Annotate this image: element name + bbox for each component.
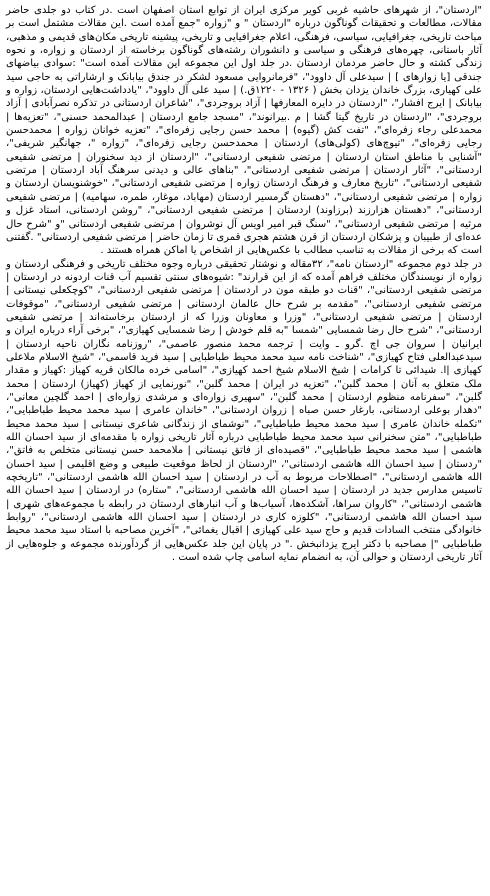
paragraph-volume-one: "اردستان"، از شهرهای حاشیه غربی کویر مرکزی ایران از توابع استان اصفهان است .در کتاب دو جلدی حاضر مقالات، مطالعات و تحقیقات گوناگون درباره "اردستان " و "زواره "جمع آمده است .این مقالات مشتمل است بر مباحث تاریخی، جغرافیایی، سیاسی، فرهنگی، اعلام جغرافیایی و تاریخی، پیشینه تاریخی مکان‌های قدیمی و مذهبی، آثار باستانی، چهره‌های فرهنگی و سیاسی و دانشوران رشته‌های گوناگون برخاسته از اردستان و زواره، و نحوه زندگی کشته و حال حاضر مردمان اردستان .در جلد اول این مجموعه این مقالات آمده است" :سوادی بیاضهای جندقی [یا زوارهای ] | سیدعلی آل داوود"، "فرمانروایی مسعود لشکر در جندق بیابانک و ارشاراتی به حاجی سید علی کهیاری، بزرگ خاندان یزدان بخش ( ۱۳۲۶ - ۱۲۲۰ق.) | سید علی آل داوود"، "یادداشت‌هایی اردستان، زواره و بیابانک | ایرج افشار"، "اردستان در دایره المعارفها | آزاد بروجردی"، "شاعران اردستانی در تذکره نصرآبادی | آزاد بروجردی"، "اردستان در تاریخ گیتا گشا | م .بیرانوند"، "مسجد جامع اردستان | عبدالمحمد حسنی"، "تعزیه‌ها | محمدعلی رجاء زفره‌ای"، "تفت کش (گیوه) | محمد حسن رجایی زفره‌ای"، "تعزیه خوانان زواره | محمدحسن رجایی زفره‌ای"، "تیوچ‌های (کولی‌های) اردستان | محمدحسن رجایی زفره‌ای"، "زواره "، جهانگیر شریفی"، "آشنایی با مناطق استان اردستان | مرتضی شفیعی اردستانی"، "اردستان از دید سخنوران | مرتضی شفیعی اردستانی"، "آثار اردستان | مرتضی شفیعی اردستانی"، "بناهای عالی و دیدنی سرهنگ آباد اردستان | مرتضی شفیعی اردستانی"، "تاریخ معارف و فرهنگ اردستان زواره | مرتضی شفیعی اردستانی"، "خوشنویسان اردستان و زواره | مرتضی شفیعی اردستانی"، "دهستان گرمسیر اردستان (مهاباد، موغار، طمره، سهامیه) | مرتضی شفیعی اردستانی"، "دهستان هزارزند (برزاوند) اردستان | مرتضی شفیعی اردستانی"، "روشن اردستانی، استاد غزل و مرثیه | مرتضی شفیعی اردستانی"، "سنگ قبر امیر اویس آل نوشروان | مرتضی شفیعی اردستانی "و "شرح حال عده‌ای از طبیبان و پزشکان اردستان از قرن هشتم هجری قمری تا زمان حاضر | مرتضی شفیعی اردستانی" .گفتنی است که برخی از مقالات به تناسب مطالب با عکس‌هایی از اشخاص یا اماکن همراه هستند . (6, 5, 483, 257)
paragraph-volume-two: در جلد دوم مجموعه "اردستان نامه"، ۳۲مقاله و نوشتار تحقیقی درباره وجوه مختلف تاریخی و فرهنگی اردستان و زواره از نویسندگان مختلف فراهم آمده که از این قرارند" :شیوه‌های سنتی تقسیم آب قنات اردونه در اردستان | مرتضی شفیعی اردستانی"، "قنات دو طبقه مون در اردستان | مرتضی شفیعی اردستانی"، "کوچکعلی نیستانی | مرتضی شفیعی اردستانی"، "مقدمه بر شرح حال عالمان اردستانی | مرتضی شفیعی اردستانی"، "موقوفات اردستان | مرتضی شفیعی اردستانی"، "وزرا و معاونان وزرا که از اردستان برخاسته‌اند | مرتضی شفیعی اردستانی"، "شرح حال رضا شمسایی "شمسا "به قلم خودش | رضا شمسایی کهیازی"، "برخی آراء درباره ایران و ایرانیان | سروان جی اچ .گرو ـ وایت | ترجمه محمد منصور عاصمی"، "روزنامه نگاران ناحیه اردستان | سیدعبدالعلی فتاح کهیازی"، "شناخت نامه سید محمد محیط طباطبایی | سید فرید قاسمی"، "شیخ الاسلام ملاعلی کهیازی |ا. شیدائی تا کرامات | شیخ الاسلام شیخ احمد کهیازی"، "اسامی خرده مالکان قریه کهیاز :کهیاز و مقدار ملک متعلق به آنان | محمد گلبن"، "تعزیه در ایران | محمد گلبن"، "نورنمایی از کهیاز (کهیاز) اردستان | محمد گلبن"، "سفرنامه منظوم اردستان | محمد گلبن"، "سهیری زواره‌ای و مرشدی زواره‌ای | احمد گلچین معانی"، "دهدار بوعلی اردستانی، بارغار حسن صباه | زروان اردستانی"، "خاندان عامری | سید محمد محیط طباطبایی"، "تکمله خاندان عامری | سید محمد محیط طباطبایی"، "نوشمای از زندگانی شاعری نیستانی | سید محمد محیط طباطبایی"، "متن سخنرانی سید محمد محیط طباطبایی درباره آثار تاریخی زواره با مقدمه‌ای از سید احسان الله هاشمی | سید محمد محیط طباطبایی"، "قصیده‌ای از فاتق نیستانی | ملامحمد حسن نیستانی متخلص به فاتق"، "ردستان | سید احسان الله هاشمی اردستانی"، "اردستان از لحاظ موقعیت طبیعی و وضع اقلیمی | سید احسان الله هاشمی اردستانی"، "اصطلاحات مربوط به آب در اردستان | سید احسان الله هاشمی اردستانی"، "تاریخچه تاسیس مدارس جدید در اردستان | سید احسان الله هاشمی اردستانی"، "ستاره) در اردستان | سید احسان الله هاشمی اردستانی"، "کاروان سراها، آشکده‌ها، آسیاب‌ها و آب انبارهای اردستان در رابطه با مجموعه‌های شهری | سید احسان الله هاشمی اردستانی"، "کلوزه کاری در اردستان | سید احسان الله هاشمی اردستانی"، "روابط خانوادگی منتخب السادات قدیم و حاج سید علی کهیازی | اقبال یغمائی"، "آخرین مصاحبه با استاد سید محمد محیط طباطبایی "| مصاحبه با دکتر ایرج یزدانبخش ." در پایان این جلد عکس‌هایی از گردآورنده مجموعه و جلوه‌هایی از آثار تاریخی اردستان و حوالی آن، به انضمام نمایه اسامی چاپ شده است . (6, 258, 482, 564)
